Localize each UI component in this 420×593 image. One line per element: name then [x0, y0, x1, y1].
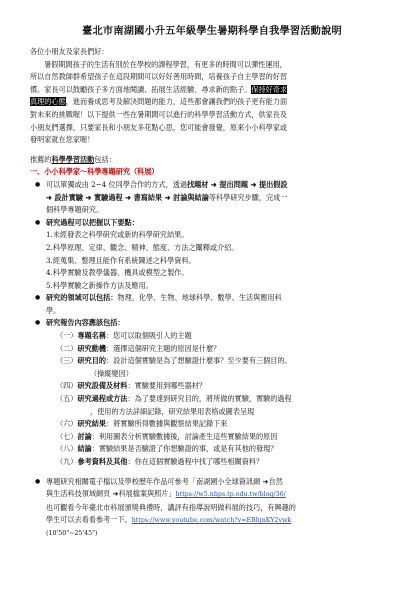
point-item: 1.未經發表之科學研究或新的科學研究結果。 [46, 230, 189, 240]
reference-line: 也可觀看今年臺北市科展頒獎典禮時，講評有指導說明做科展的技巧，有興趣的 [46, 502, 296, 512]
arrow: ➜ [122, 192, 134, 202]
report-item [30, 418, 394, 431]
bullet-heading: ● 研究過程可以把握以下要點： [30, 217, 394, 230]
highlighted-text: 真理的心態 [30, 97, 66, 107]
item-label: 研究結果 [77, 419, 107, 429]
item-label: 參考資料及其他 [77, 457, 128, 466]
item-label: 結論 [77, 444, 92, 454]
bullet-heading: ● 研究報告內容應該包括： [30, 317, 394, 330]
item-label: 專題名稱 [77, 331, 107, 341]
steps-text: 等科學研究步驟，完成一 [208, 192, 288, 202]
page-title: 臺北市南湖國小升五年級學生暑期科學自我學習活動說明 [82, 25, 342, 37]
item-number: （七） [56, 431, 78, 441]
steps-text: 可以單獨或由 2~4 位同學合作的方式，透過 [46, 179, 187, 189]
item-label: 討論 [77, 431, 92, 441]
fields-cont: 學。 [46, 305, 61, 315]
recommend-prefix: 推薦的 [30, 154, 52, 164]
item-label: 研究動機 [77, 343, 107, 353]
highlighted-text: 保持好奇求 [251, 84, 288, 94]
greeting: 各位小朋友及家長們好： [30, 47, 109, 56]
recommend-line [30, 154, 394, 167]
arrow: ➜ [46, 192, 55, 202]
bullet-steps-cont: 個科學專題研究。 [46, 205, 104, 215]
item-number: （八） [56, 444, 78, 454]
intro-line: 對未來的挑戰喔！以下提供一些在暑期間可以進行的科學學習活動方式，供家長及 [30, 109, 288, 119]
reference-line [30, 488, 394, 502]
report-item [30, 330, 394, 343]
report-item [30, 456, 394, 469]
step: 討論與結論 [173, 192, 209, 202]
item-text: ：實驗要用到哪些器材？ [127, 381, 206, 391]
step: 找題材 [187, 179, 209, 189]
section-heading: 一、小小科學家～科學專題研究（科展） [30, 167, 159, 177]
item-number: （一） [56, 331, 78, 341]
report-item [30, 380, 394, 393]
arrow: ➜ [208, 179, 220, 189]
youtube-link[interactable]: https://www.youtube.com/watch?v=EBhjnKY2vwk [131, 517, 292, 525]
step: 書寫結果 [133, 192, 163, 202]
bullet-reference: ● 專題研究相關電子檔以及學校歷年作品可參考「南湖國小全球資訊網 ➜自然 [30, 476, 394, 489]
item-number: （三） [56, 356, 78, 366]
report-item [30, 393, 394, 406]
item-label: 研究過程或方法 [77, 394, 128, 404]
item-text: ：為了要達到研究目的，將所做的實驗，實驗的過程 [127, 394, 292, 404]
recommend-suffix: 包括： [94, 154, 116, 164]
item-text: （操縱變因） [90, 368, 133, 378]
arrow: ➜ [162, 192, 174, 202]
item-label: 研究設備及材料 [77, 381, 128, 391]
point-item: 2.科學原理、定律、觀念、精神、態度、方法之闡釋或介紹。 [46, 242, 239, 252]
item-text: ：將實驗所得數據與觀察結果記錄下來 [106, 419, 228, 429]
report-item [30, 443, 394, 456]
intro-line: 暑假期間孩子的生活有別於在學校的課程學習，有更多的時間可以彈性運用， [44, 59, 287, 69]
reference-text: 學生可以去看看參考一下。 [46, 515, 132, 525]
report-items [30, 330, 394, 469]
reference-text: 與生活科技領域網頁 ➜科展檔案與照片」 [46, 489, 176, 499]
item-label: 研究目的 [77, 356, 107, 366]
step: 設計實驗 [54, 192, 84, 202]
item-text: ：您可以取個吸引人的主題 [106, 331, 192, 341]
report-item [30, 343, 394, 356]
timestamp-range: (10'50"~25'45") [46, 529, 98, 537]
report-item [30, 406, 394, 419]
item-number: （二） [56, 343, 78, 353]
item-number: （六） [56, 419, 78, 429]
item-text: ：實驗結果是否驗證了你想驗證的事，或是有其他的發現？ [91, 444, 278, 454]
item-number: （四） [56, 381, 78, 391]
report-item [30, 368, 394, 381]
bullet-steps [30, 179, 394, 192]
intro-line: 小朋友們選擇，只要家長和小朋友多花點心思，您可能會發覺，原來小小科學家或 [30, 122, 288, 132]
arrow: ➜ [83, 192, 95, 202]
item-text: ：你在這個實驗過程中找了哪些相關資料？ [127, 457, 264, 466]
item-text: ：選擇這個研究主題的原因是什麼？ [106, 343, 221, 353]
item-text: ，使用的方法詳細記錄，研究結果用表格或圖表呈現 [90, 406, 255, 416]
recommend-bold: 科學學習活動 [51, 154, 95, 164]
point-item: 5.科學實驗之新操作方法及應用。 [46, 280, 153, 290]
intro-line [30, 84, 394, 97]
item-text: ：設計這個實驗是為了想驗證什麼事？至少要有三個目的。 [106, 356, 292, 366]
intro-line [30, 96, 394, 109]
school-link[interactable]: https://w5.nhps.tp.edu.tw/blog/36/ [175, 491, 286, 499]
item-number: （五） [56, 394, 78, 404]
document-page [30, 22, 394, 541]
intro-line: 所以自然教師群希望孩子在這段期間可以好好善用時間，培養孩子自主學習的好習 [30, 72, 288, 82]
report-item [30, 355, 394, 368]
report-item [30, 431, 394, 444]
arrow: ➜ [247, 179, 259, 189]
point-item: 3.經蒐集、整理且能作有系統陳述之科學資料。 [46, 255, 196, 265]
step: 實驗過程 [94, 192, 123, 202]
bullet-fields [30, 292, 394, 305]
item-text: ：利用圖表分析實驗數據後，討論產生這些實驗結果的原因 [91, 431, 278, 441]
fields-text: 物理、化學、生物、地球科學、數學、生活與應用科 [117, 293, 282, 303]
point-item: 4.科學實驗及教學儀器、機具或模型之製作。 [46, 268, 189, 278]
fields-heading: 研究的領域可以包括： [46, 293, 118, 303]
intro-text: 慣。家長可以鼓勵孩子多方面地閱讀、拓展生活經驗、尋求新的點子。 [30, 84, 252, 94]
reference-line [30, 514, 394, 528]
item-number: （九） [56, 457, 78, 466]
bullet-steps-cont [30, 192, 394, 205]
intro-text: ，進而養成思考及解決問題的能力，這些都會讓我們的孩子更有能力面 [65, 97, 288, 107]
step: 提出假設 [258, 179, 288, 189]
step: 提出問題 [219, 179, 248, 189]
intro-line: 發明家就在您家喔！ [30, 135, 95, 145]
